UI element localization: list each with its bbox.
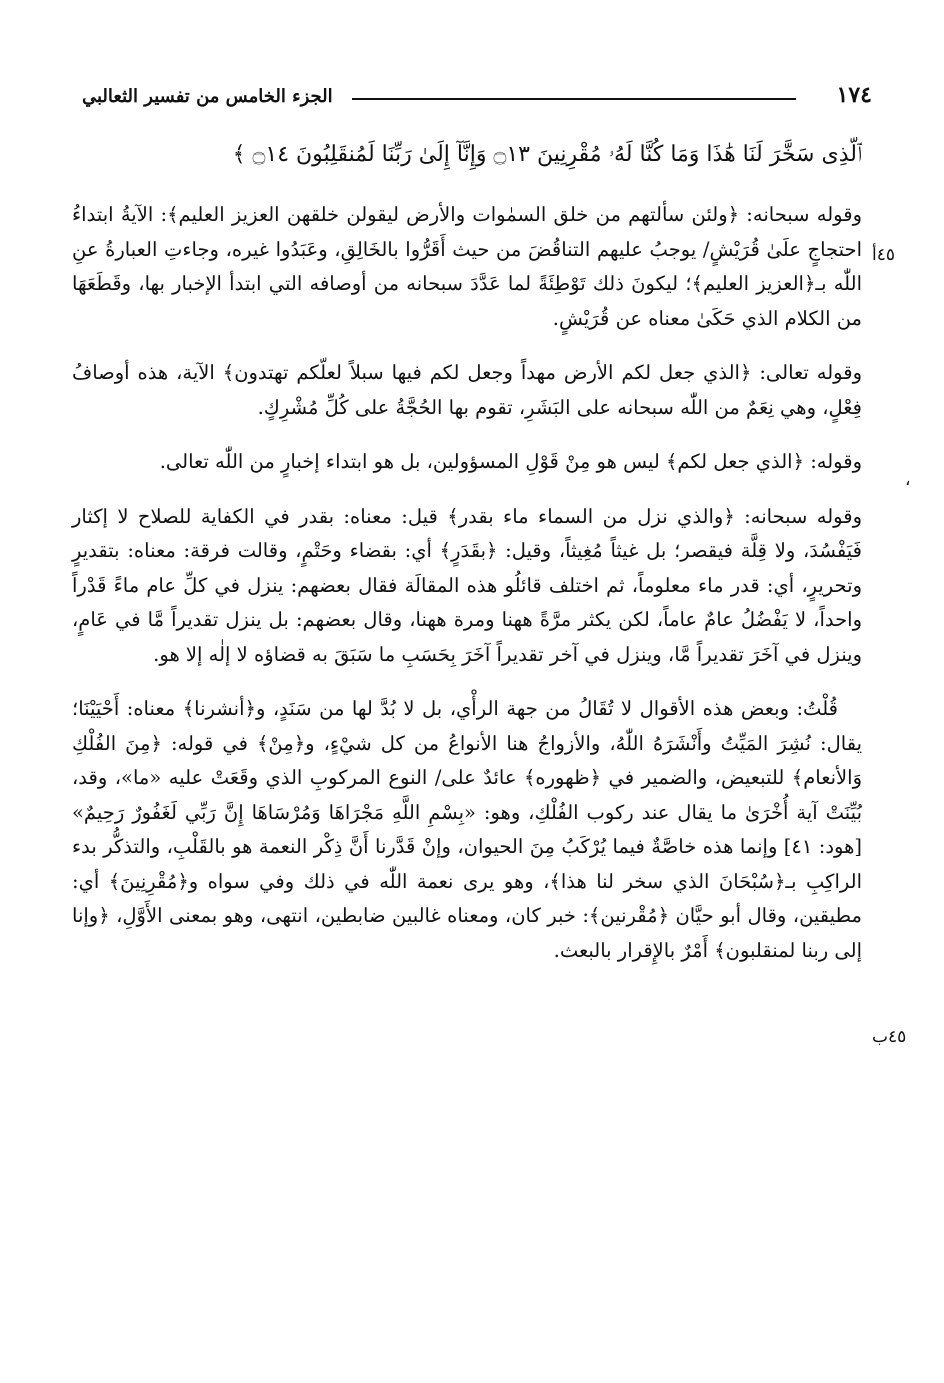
paragraph: وقوله سبحانه: ﴿ولئن سألتهم من خلق السمٰوات والأرض ليقولن خلقهن العزيز العليم﴾: الآيةُ ابتداءُ احتجاجٍ علَىٰ قُرَيْشٍ/ يوجبُ عليهم التناقُضَ من حيث أَقَرُّوا بالخَالِقِ، وعَبَدُوا غيره، وجاءتِ العبارةُ عنِ اللّٰه بـ﴿العزيز العليم﴾؛ ليكونَ ذلك تَوْطِئَةً لما عَدَّدَ سبحانه من أوصافه التي ابتدأ الإخبار بها، وقَطَعَهَا من الكلام الذي حَكَىٰ معناه عن قُرَيْشٍ. bbox=[72, 203, 862, 330]
running-title: الجزء الخامس من تفسير الثعالبي bbox=[82, 86, 333, 107]
paragraph: وقوله سبحانه: ﴿والذي نزل من السماء ماء بقدر﴾ قيل: معناه: بقدر في الكفاية للصلاح لا إكثار فَيَفْسُدَ، ولا قِلَّة فيقصر؛ بل غيثاً مُغِيثاً، وقيل: ﴿بقَدَرٍ﴾ أي: بقضاء وحَتْمٍ، وقالت فرقة: معناه: بتقديرٍ وتحريرٍ، أي: قدر ماء معلوماً، ثم اختلف قائلُو هذه المقالَة فقال بعضهم: ينزل في كلِّ عام ماءً قَدْراً واحداً، لا يَفْضُلُ عامٌ عاماً، لكن يكثر مرَّةً ههنا ومرة ههنا، وقال بعضهم: بل ينزل تقديراً مَّا في عَامٍ، وينزل في آخَرَ تقديراً مَّا، وينزل في آخر تقديراً آخَرَ بِحَسَبِ ما سَبَقَ به قضاؤه لا إلٰه إلا هو. bbox=[72, 504, 862, 666]
commentary-body bbox=[72, 198, 862, 988]
margin-folio-45b: ٤٥ب bbox=[872, 1027, 907, 1047]
margin-comma-mark: ، bbox=[905, 470, 911, 490]
page-number: ١٧٤ bbox=[836, 82, 872, 108]
paragraph: وقوله تعالى: ﴿الذي جعل لكم الأرض مهداً وجعل لكم فيها سبلاً لعلّكم تهتدون﴾ الآية، هذه أوصافُ فِعْلٍ، وهي نِعَمٌ من اللّٰه سبحانه على البَشَرِ، تقوم بها الحُجَّةُ على كُلِّ مُشْرِكٍ. bbox=[72, 361, 862, 419]
margin-folio-45a: ٤٥أ bbox=[872, 245, 895, 265]
quran-verse-line: ٱلَّذِى سَخَّرَ لَنَا هَٰذَا وَمَا كُنَّا لَهُۥ مُقْرِنِينَ ۝١٣ وَإِنَّآ إِلَىٰ رَبِّنَا لَمُنقَلِبُونَ ۝١٤ ﴾ bbox=[232, 142, 862, 167]
paragraph: قُلْتُ: وبعض هذه الأقوال لا تُقَالُ من جهة الرأْي، بل لا بُدَّ لها من سَنَدٍ، و﴿أنشرنا﴾ معناه: أَحْيَيْنَا؛ يقال: نُشِرَ المَيِّتُ وأَنْشَرَهُ اللّٰهُ، والأزواجُ هنا الأنواعُ من كل شيْءٍ، و﴿مِنْ﴾ في قوله: ﴿مِنَ الفُلْكِ وَالأنعام﴾ للتبعيض، والضمير في ﴿ظهوره﴾ عائدٌ على/ النوع المركوبِ الذي وقَعَتْ عليه «ما»، وقد، بُيِّنَتْ آية أُخْرَىٰ ما يقال عند ركوب الفُلْكِ، وهو: «بِسْمِ اللَّهِ مَجْرَاهَا وَمُرْسَاهَا إِنَّ رَبِّي لَغَفُورٌ رَحِيمٌ» [هود: ٤١] وإنما هذه خاصَّةٌ فيما يُرْكَبُ مِنَ الحيوان، وإنْ قَدَّرنا أَنَّ ذِكْر النعمة هو بالقَلْبِ، والتذكُّر بدء الراكِبِ بـ﴿سُبْحَانَ الذي سخر لنا هذا﴾، وهو يرى نعمة اللّٰه في ذلك وفي سواه و﴿مُقْرِنِينَ﴾ أي: مطيقين، وقال أبو حيَّان ﴿مُقْرنين﴾: خبر كان، ومعناه غالبين ضابطين، انتهى، وهو بمعنى الأَوَّلِ، ﴿وإنا إلى ربنا لمنقلبون﴾ أَمْرٌ بالإِقرار بالبعث. bbox=[72, 697, 863, 962]
header-rule bbox=[352, 98, 796, 100]
page-header bbox=[82, 82, 872, 116]
paragraph: وقوله: ﴿الذي جعل لكم﴾ ليس هو مِنْ قَوْلِ المسؤولين، بل هو ابتداء إخبارٍ من اللّٰه تعالى. bbox=[159, 450, 862, 473]
